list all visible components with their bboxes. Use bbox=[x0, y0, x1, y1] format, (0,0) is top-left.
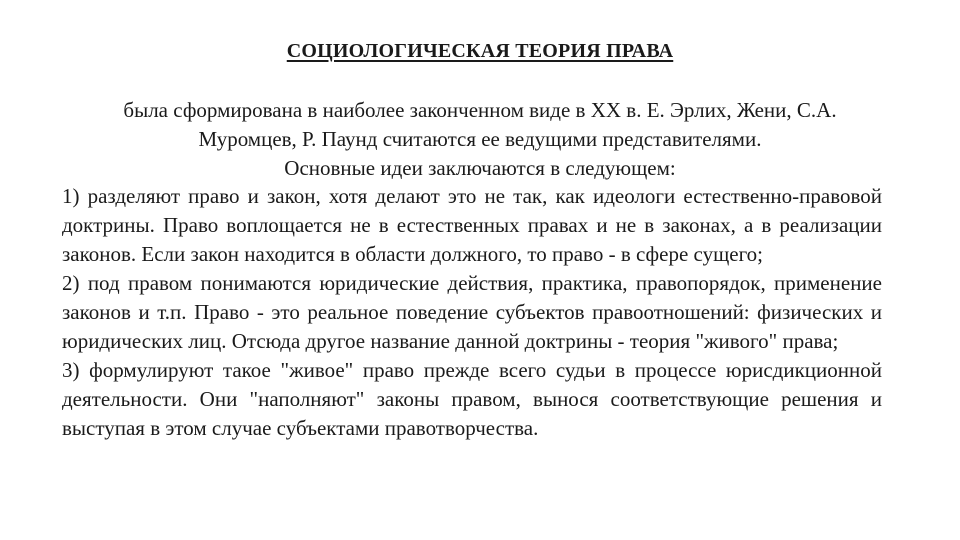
intro-line-2: Муромцев, Р. Паунд считаются ее ведущими представителями. bbox=[198, 127, 762, 151]
intro-line-3: Основные идеи заключаются в следующем: bbox=[284, 156, 676, 180]
idea-item-3: 3) формулируют такое "живое" право прежде всего судьи в процессе юрисдикционной деятельности. Они "наполняют" законы правом, вынося соответствующие решения и выступая в этом случае субъектами правотворчества. bbox=[62, 358, 882, 440]
idea-item-2: 2) под правом понимаются юридические действия, практика, правопорядок, применение законов и т.п. Право - это реальное поведение субъектов правоотношений: физических и юридических лиц. Отсюда другое название данной доктрины - теория "живого" права; bbox=[62, 271, 882, 353]
intro-line-1: была сформирована в наиболее законченном виде в XX в. Е. Эрлих, Жени, С.А. bbox=[123, 98, 837, 122]
ideas-list bbox=[62, 182, 882, 443]
slide-title: СОЦИОЛОГИЧЕСКАЯ ТЕОРИЯ ПРАВА bbox=[286, 40, 674, 62]
intro-block bbox=[60, 96, 900, 183]
idea-item-1: 1) разделяют право и закон, хотя делают это не так, как идеологи естественно-правовой доктрины. Право воплощается не в естественных правах и не в законах, а в реализации законов. Если закон находится в области должного, то право - в сфере сущего; bbox=[62, 184, 882, 266]
